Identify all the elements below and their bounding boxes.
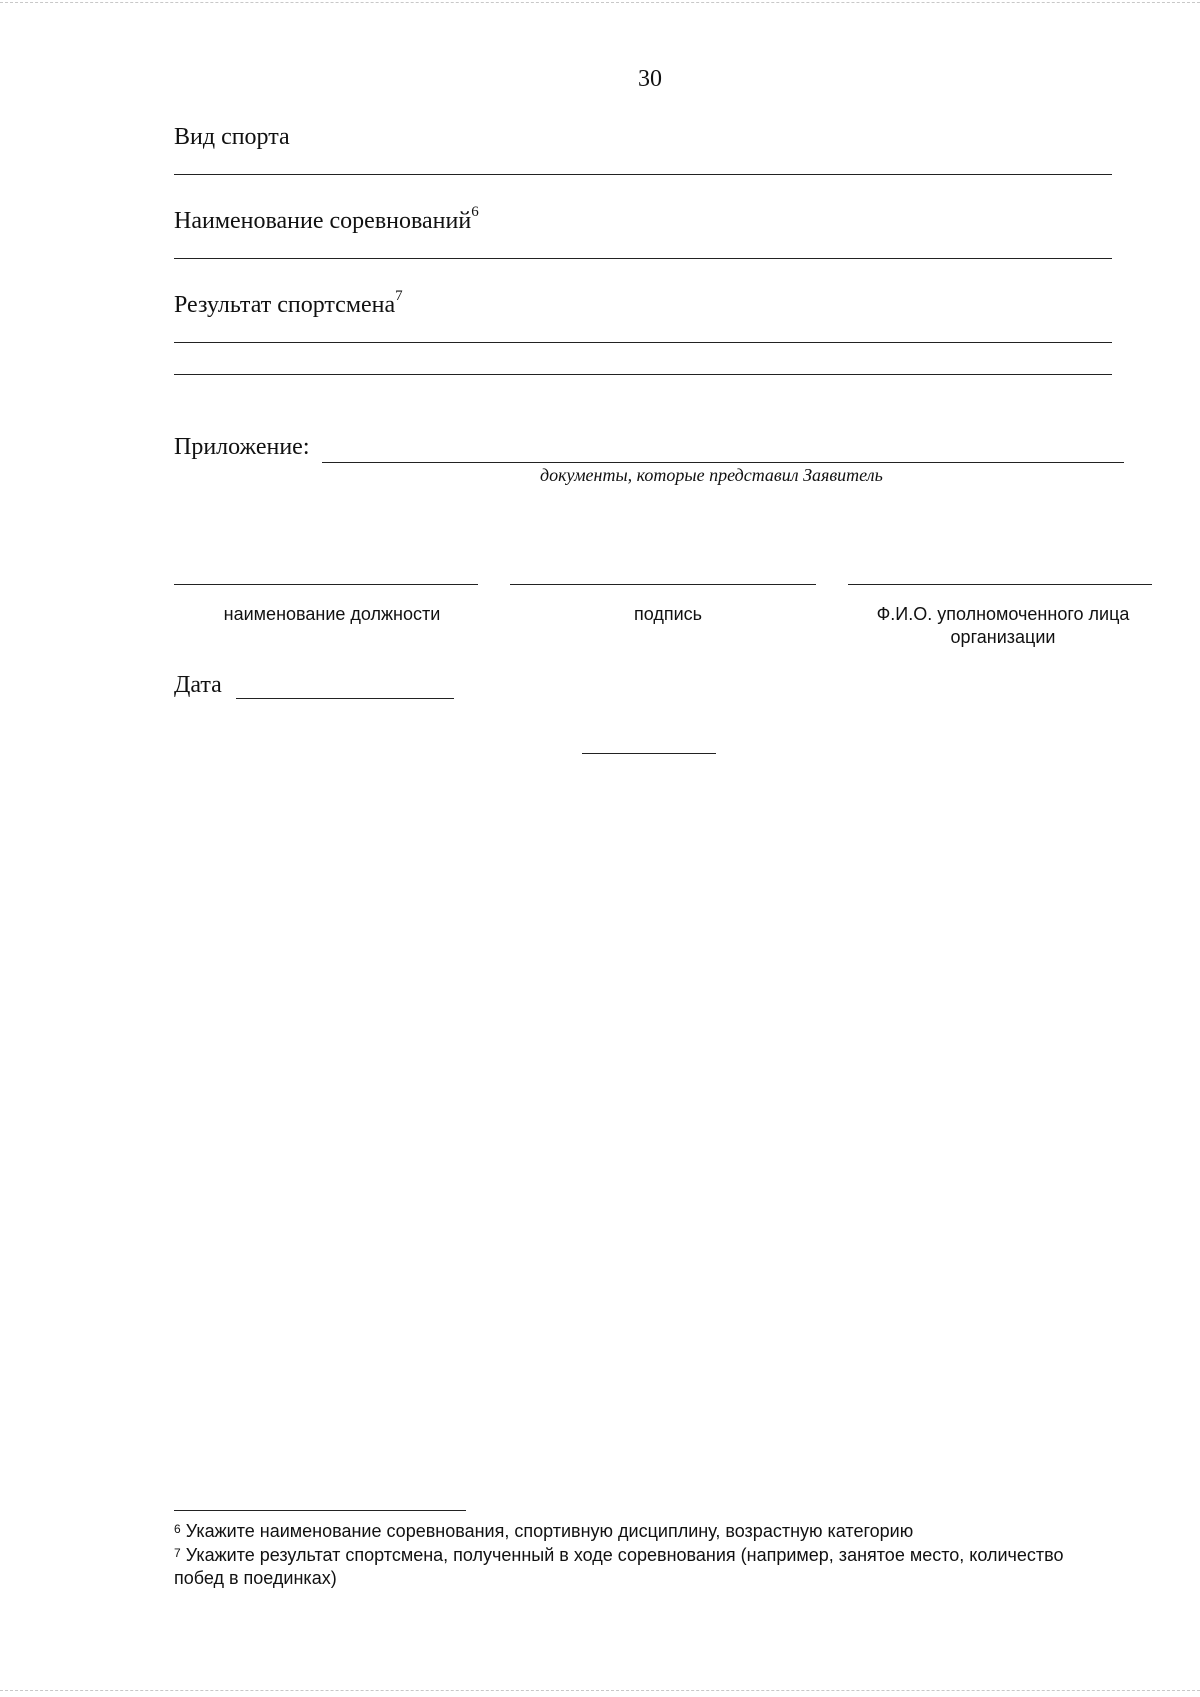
result-input-line-2[interactable] [174, 374, 1112, 375]
signature-line[interactable] [510, 584, 816, 585]
position-caption: наименование должности [223, 604, 441, 624]
footnote-7-number: 7 [174, 1546, 181, 1560]
footnote-6-number: 6 [174, 1522, 181, 1536]
authorized-person-caption-line1: Ф.И.О. уполномоченного лица [876, 604, 1130, 624]
competition-footnote-ref: 6 [471, 204, 479, 220]
competition-input-line[interactable] [174, 258, 1112, 259]
date-label: Дата [174, 672, 222, 698]
result-footnote-ref: 7 [395, 288, 403, 304]
footnote-7 [174, 1544, 1104, 1590]
authorized-person-line[interactable] [848, 584, 1152, 585]
competition-label: Наименование соревнований$^6$ [174, 204, 479, 234]
appendix-label: Приложение: [174, 434, 310, 460]
footnote-6-text: Укажите наименование соревнования, спортивную дисциплину, возрастную категорию [185, 1521, 914, 1541]
footnote-6 [174, 1520, 1104, 1543]
footnote-7-text: Укажите результат спортсмена, полученный в ходе соревнования (например, занятое место, количество побед в поединках) [174, 1545, 1064, 1588]
sport-label: Вид спорта [174, 124, 290, 150]
scan-edge-bottom [0, 1690, 1200, 1691]
page-number: 30 [638, 66, 662, 92]
scan-edge-top [0, 2, 1200, 3]
sport-input-line[interactable] [174, 174, 1112, 175]
position-line[interactable] [174, 584, 478, 585]
result-label: Результат спортсмена$^7$ [174, 288, 403, 318]
authorized-person-caption [848, 603, 1158, 649]
date-input-line[interactable] [236, 698, 454, 699]
end-separator [582, 753, 716, 754]
appendix-hint: документы, которые представил Заявитель [540, 465, 883, 485]
authorized-person-caption-line2: организации [950, 627, 1056, 647]
appendix-input-line[interactable] [322, 462, 1124, 463]
footnote-separator [174, 1510, 466, 1511]
result-input-line-1[interactable] [174, 342, 1112, 343]
signature-caption: подпись [633, 604, 703, 624]
